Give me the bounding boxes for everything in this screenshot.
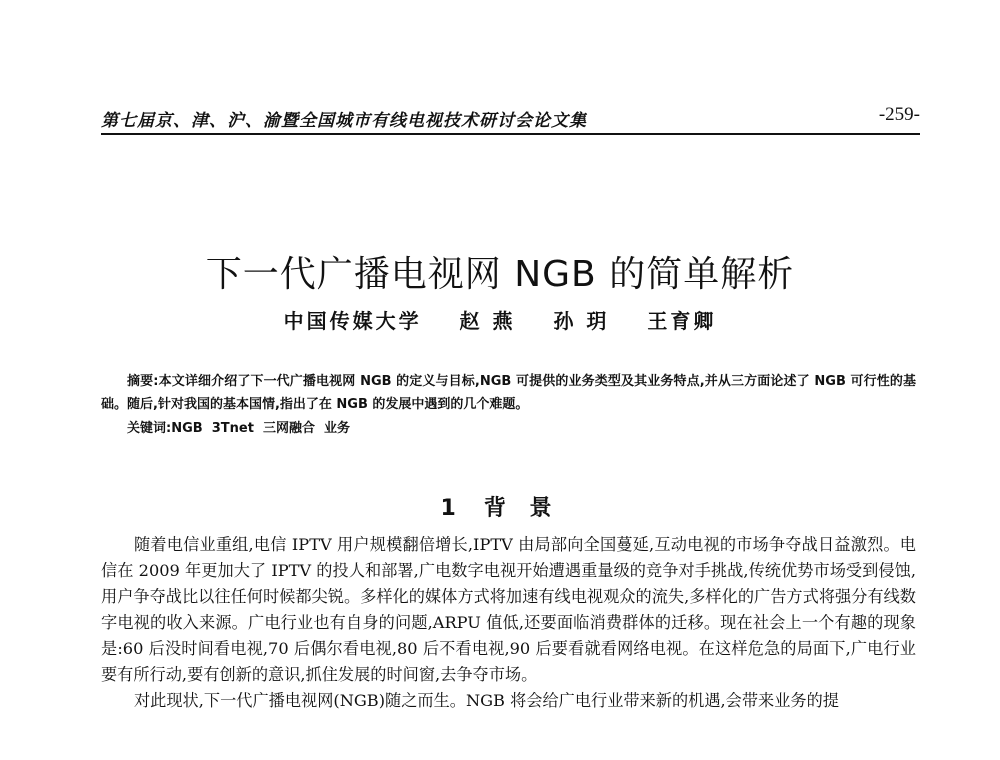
paragraph: 随着电信业重组,电信 IPTV 用户规模翻倍增长,IPTV 由局部向全国蔓延,互动电视的市场争夺战日益激烈。电信在 2009 年更加大了 IPTV 的投人和部署,广电数字电视开始遭遇重量级的竞争对手挑战,传统优势市场受到侵蚀,用户争夺战比以往任何时候都尖锐。多样化的媒体方式将加速有线电视观众的流失,多样化的广告方式将强分有线数字电视的收入来源。广电行业也有自身的问题,ARPU 值低,还要面临消费群体的迁移。现在社会上一个有趣的现象是:60 后没时间看电视,70 后偶尔看电视,80 后不看电视,90 后要看就看网络电视。在这样危急的局面下,广电行业要有所行动,要有创新的意识,抓住发展的时间窗,去争夺市场。 xyxy=(101,535,916,684)
page-number: -259- xyxy=(878,104,920,125)
abstract-block xyxy=(101,370,916,440)
paper-title: 下一代广播电视网 NGB 的简单解析 xyxy=(205,254,795,296)
keywords-label: 关键词: xyxy=(127,421,172,436)
abstract-paragraph xyxy=(101,370,916,416)
abstract-text: 本文详细介绍了下一代广播电视网 NGB 的定义与目标,NGB 可提供的业务类型及其业务特点,并从三方面论述了 NGB 可行性的基础。随后,针对我国的基本国情,指出了在 NGB 的发展中遇到的几个难题。 xyxy=(101,374,916,412)
journal-title: 第七届京、津、沪、渝暨全国城市有线电视技术研讨会论文集 xyxy=(101,111,587,131)
author-name: 孙 玥 xyxy=(553,309,610,333)
section-heading xyxy=(0,491,1000,522)
paragraph: 对此现状,下一代广播电视网(NGB)随之而生。NGB 将会给广电行业带来新的机遇,会带来业务的提 xyxy=(134,691,839,710)
body-text xyxy=(101,532,916,714)
author-line xyxy=(0,305,1000,334)
keywords-line xyxy=(101,417,916,440)
running-header xyxy=(101,100,920,130)
header-divider xyxy=(101,133,920,135)
author-name: 赵 燕 xyxy=(459,309,516,333)
author-name: 王育卿 xyxy=(647,309,717,333)
affiliation: 中国传媒大学 xyxy=(283,309,422,333)
abstract-label: 摘要: xyxy=(127,374,159,389)
keywords-text: NGB 3Tnet 三网融合 业务 xyxy=(171,421,351,436)
section-title: 背 景 xyxy=(483,496,560,522)
section-number: 1 xyxy=(440,496,464,522)
